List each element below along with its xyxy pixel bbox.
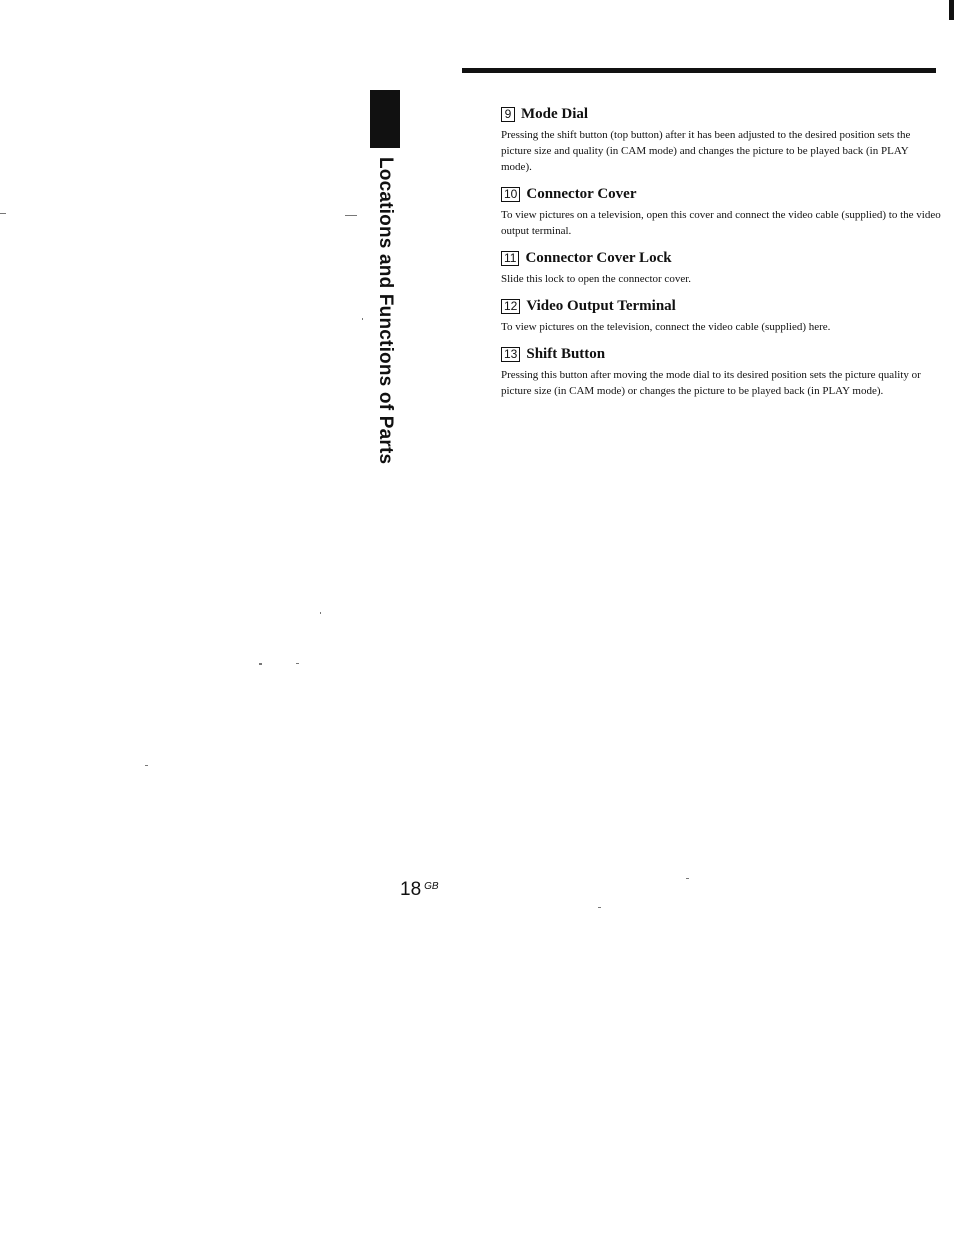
section-mode-dial xyxy=(501,105,941,175)
scan-speck xyxy=(598,907,601,908)
item-number-badge: 12 xyxy=(501,299,520,314)
section-video-output-terminal xyxy=(501,297,941,335)
scan-speck xyxy=(345,215,357,216)
section-body-text: To view pictures on the television, connect the video cable (supplied) here. xyxy=(501,321,831,333)
section-heading xyxy=(501,185,941,203)
parts-description-list xyxy=(501,105,941,409)
section-heading xyxy=(501,345,941,363)
side-section-title: Locations and Functions of Parts xyxy=(375,157,396,465)
item-number-badge: 9 xyxy=(501,107,515,122)
section-tab-marker xyxy=(370,90,400,148)
scan-speck xyxy=(259,663,262,665)
section-shift-button xyxy=(501,345,941,399)
section-body-text: Slide this lock to open the connector cover. xyxy=(501,273,692,285)
section-title-text: Shift Button xyxy=(526,346,606,362)
section-body-text: Pressing this button after moving the mode dial to its desired position sets the picture quality or picture size (in CAM mode) or changes the picture to be played back (in PLAY mode). xyxy=(501,369,921,397)
section-title-text: Mode Dial xyxy=(521,106,589,122)
page-number xyxy=(400,879,439,901)
section-heading xyxy=(501,249,941,267)
scan-speck xyxy=(686,878,689,879)
scan-speck xyxy=(0,213,6,214)
section-title-text: Video Output Terminal xyxy=(526,298,676,314)
scan-speck xyxy=(296,663,299,664)
top-rule xyxy=(462,68,936,73)
page-number-value: 18 xyxy=(400,879,422,900)
section-title-text: Connector Cover xyxy=(526,186,637,202)
scan-speck xyxy=(362,318,363,320)
scan-speck xyxy=(145,765,148,766)
section-body-text: To view pictures on a television, open this cover and connect the video cable (supplied) to the video output terminal. xyxy=(501,209,941,237)
scan-speck xyxy=(320,612,321,614)
section-connector-cover-lock xyxy=(501,249,941,287)
section-title-text: Connector Cover Lock xyxy=(525,250,672,266)
corner-registration-mark xyxy=(949,0,954,20)
page-number-suffix: GB xyxy=(424,881,439,892)
section-heading xyxy=(501,297,941,315)
item-number-badge: 13 xyxy=(501,347,520,362)
section-heading xyxy=(501,105,941,123)
section-connector-cover xyxy=(501,185,941,239)
item-number-badge: 11 xyxy=(501,251,519,266)
item-number-badge: 10 xyxy=(501,187,520,202)
section-body-text: Pressing the shift button (top button) after it has been adjusted to the desired position sets the picture size and quality (in CAM mode) and changes the picture to be played back (in PLAY mode). xyxy=(501,129,911,173)
